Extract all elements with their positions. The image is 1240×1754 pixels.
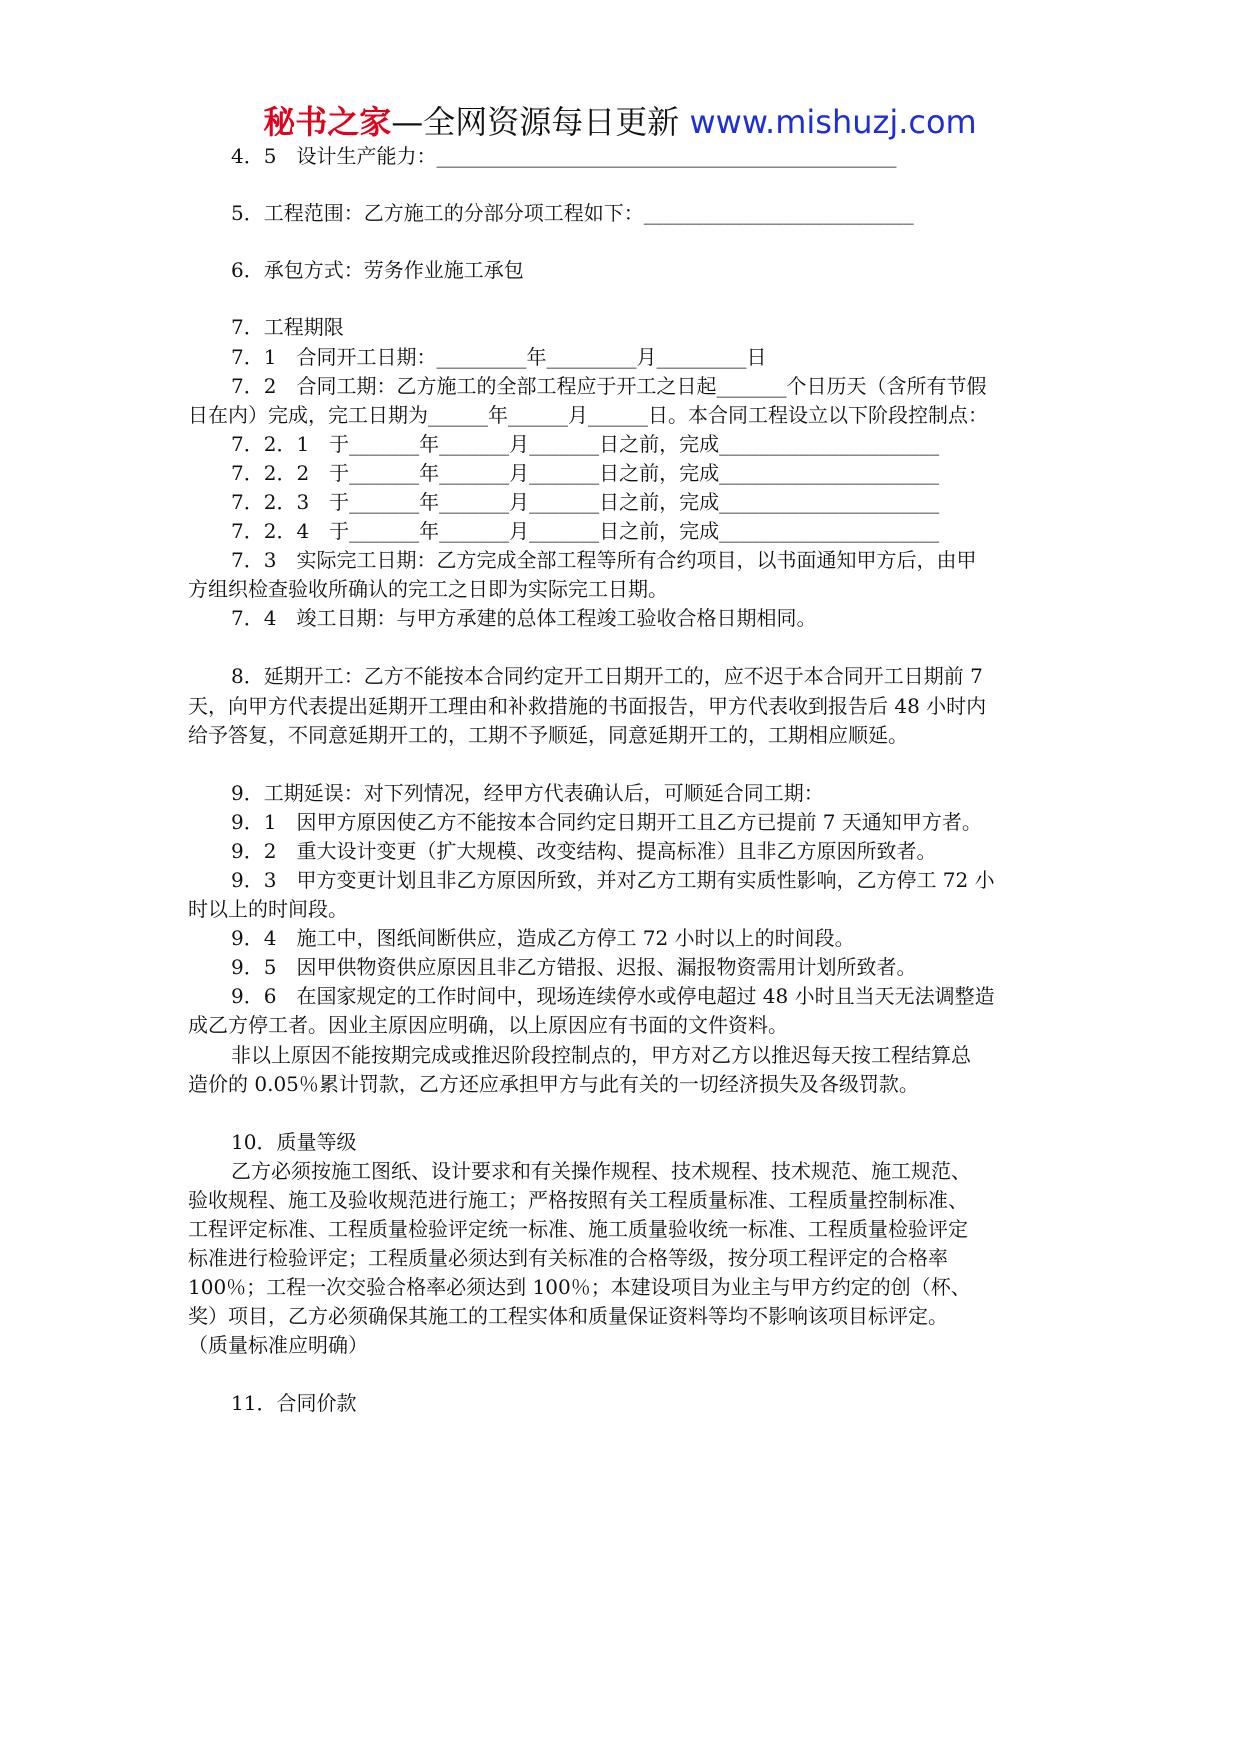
clause-9-4: 9．4 施工中，图纸间断供应，造成乙方停工 72 小时以上的时间段。: [231, 926, 855, 950]
clause-5: 5．工程范围：乙方施工的分部分项工程如下：___________________________: [231, 201, 914, 225]
clause-10-heading: 10．质量等级: [231, 1130, 357, 1154]
clause-7-2-3: 7．2．3 于_______年_______月_______日之前，完成______________________: [231, 490, 940, 514]
clause-10-line4: 标准进行检验评定；工程质量必须达到有关标准的合格等级，按分项工程评定的合格率: [188, 1246, 948, 1270]
clause-7-2-1: 7．2．1 于_______年_______月_______日之前，完成______________________: [231, 432, 940, 456]
clause-9-1: 9．1 因甲方原因使乙方不能按本合同约定日期开工且乙方已提前 7 天通知甲方者。: [231, 810, 982, 834]
clause-9-6-line1: 9．6 在国家规定的工作时间中，现场连续停水或停电超过 48 小时且当天无法调整造: [231, 984, 995, 1008]
banner-tagline: —全网资源每日更新: [391, 103, 680, 141]
clause-9-penalty-line2: 造价的 0.05％累计罚款，乙方还应承担甲方与此有关的一切经济损失及各级罚款。: [188, 1072, 919, 1096]
clause-10-line5: 100％；工程一次交验合格率必须达到 100％；本建设项目为业主与甲方约定的创（杯、: [188, 1275, 971, 1299]
clause-10-line7: （质量标准应明确）: [188, 1333, 368, 1357]
clause-9-penalty-line1: 非以上原因不能按期完成或推迟阶段控制点的，甲方对乙方以推迟每天按工程结算总: [231, 1043, 971, 1067]
site-banner: [0, 100, 1240, 144]
clause-10-line2: 验收规程、施工及验收规范进行施工；严格按照有关工程质量标准、工程质量控制标准、: [188, 1188, 968, 1212]
clause-4-5: 4．5 设计生产能力：______________________________________________: [231, 144, 897, 168]
clause-7-1: 7．1 合同开工日期：_________年_________月_________日: [231, 345, 767, 369]
clause-8-line2: 天，向甲方代表提出延期开工理由和补救措施的书面报告，甲方代表收到报告后 48 小时内: [188, 694, 987, 718]
clause-10-line1: 乙方必须按施工图纸、设计要求和有关操作规程、技术规程、技术规范、施工规范、: [231, 1159, 971, 1183]
clause-7-heading: 7．工程期限: [231, 315, 344, 339]
clause-11-heading: 11．合同价款: [231, 1391, 357, 1415]
clause-8-line3: 给予答复，不同意延期开工的，工期不予顺延，同意延期开工的，工期相应顺延。: [188, 723, 908, 747]
clause-9-3-line1: 9．3 甲方变更计划且非乙方原因所致，并对乙方工期有实质性影响，乙方停工 72 小: [231, 868, 995, 892]
banner-brand: 秘书之家: [263, 103, 392, 141]
clause-7-3-line2: 方组织检查验收所确认的完工之日即为实际完工日期。: [188, 577, 668, 601]
clause-7-2-line2: 日在内）完成，完工日期为______年______月______日。本合同工程设立以下阶段控制点：: [188, 403, 988, 427]
clause-6: 6．承包方式：劳务作业施工承包: [231, 258, 524, 282]
clause-9-2: 9．2 重大设计变更（扩大规模、改变结构、提高标准）且非乙方原因所致者。: [231, 839, 937, 863]
clause-9-6-line2: 成乙方停工者。因业主原因应明确，以上原因应有书面的文件资料。: [188, 1013, 788, 1037]
clause-7-3-line1: 7．3 实际完工日期：乙方完成全部工程等所有合约项目，以书面通知甲方后，由甲: [231, 548, 977, 572]
clause-7-2-4: 7．2．4 于_______年_______月_______日之前，完成______________________: [231, 519, 940, 543]
clause-8-line1: 8．延期开工：乙方不能按本合同约定开工日期开工的，应不迟于本合同开工日期前 7: [231, 664, 983, 688]
clause-7-2-2: 7．2．2 于_______年_______月_______日之前，完成______________________: [231, 461, 940, 485]
clause-7-2-line1: 7．2 合同工期：乙方施工的全部工程应于开工之日起_______个日历天（含所有节假: [231, 374, 987, 398]
clause-9-5: 9．5 因甲供物资供应原因且非乙方错报、迟报、漏报物资需用计划所致者。: [231, 955, 917, 979]
banner-url-link[interactable]: www.mishuzj.com: [689, 103, 977, 141]
clause-10-line3: 工程评定标准、工程质量检验评定统一标准、施工质量验收统一标准、工程质量检验评定: [188, 1217, 968, 1241]
clause-9-heading: 9．工期延误：对下列情况，经甲方代表确认后，可顺延合同工期：: [231, 781, 824, 805]
clause-10-line6: 奖）项目，乙方必须确保其施工的工程实体和质量保证资料等均不影响该项目标评定。: [188, 1304, 948, 1328]
clause-7-4: 7．4 竣工日期：与甲方承建的总体工程竣工验收合格日期相同。: [231, 606, 817, 630]
clause-9-3-line2: 时以上的时间段。: [188, 897, 348, 921]
